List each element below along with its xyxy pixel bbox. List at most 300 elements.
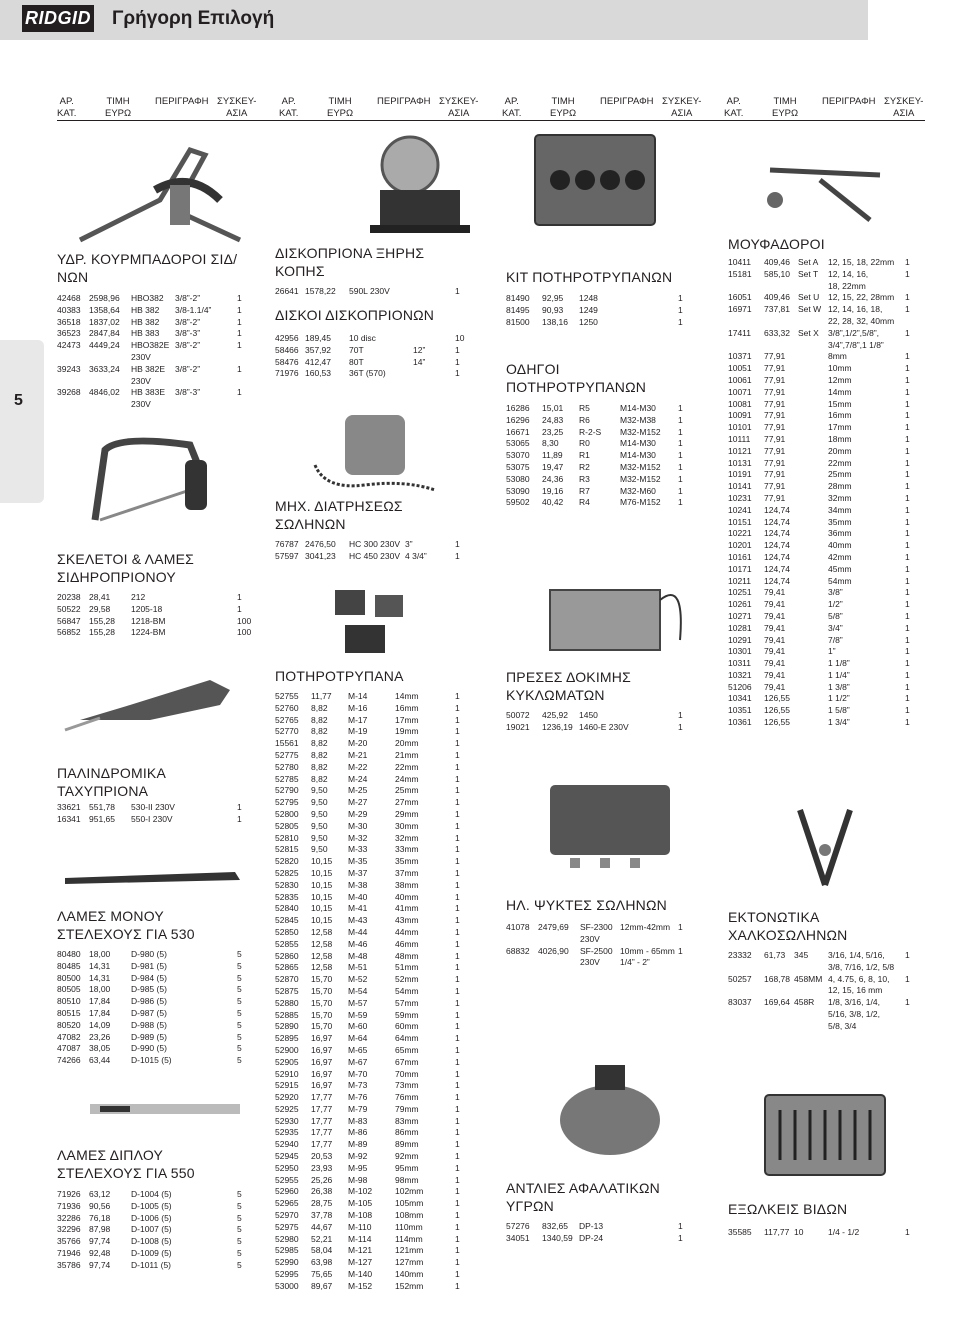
section-title-hacksaws: ΣΚΕΛΕΤΟΙ & ΛΑΜΕΣ ΣΙΔΗΡΟΠΡΙΟΝΟΥ xyxy=(57,551,194,585)
description: D-990 (5) xyxy=(131,1043,167,1054)
size: 41mm xyxy=(395,903,419,914)
price: 8,82 xyxy=(311,761,328,772)
description: M-51 xyxy=(348,962,368,973)
section-title-drain-cleaners: ΜΗΧ. ΔΙΑΤΡΗΣΕΩΣ ΣΩΛΗΝΩΝ xyxy=(275,498,403,532)
description: HB 382 xyxy=(131,316,160,327)
price: 9,50 xyxy=(311,785,328,796)
quantity: 1 xyxy=(455,808,460,819)
catalog-number: 10141 xyxy=(728,481,752,492)
price: 77,91 xyxy=(764,398,786,409)
column-header-col4: ΣΥΣΚΕΥ- ΑΣΙΑ xyxy=(217,96,257,119)
catalog-number: 10231 xyxy=(728,492,752,503)
price: 126,55 xyxy=(764,717,790,728)
quantity: 1 xyxy=(905,669,910,680)
column-header-col3: ΠΕΡΙΓΡΑΦΗ xyxy=(155,96,209,107)
chapter-tab xyxy=(0,340,44,503)
quantity: 1 xyxy=(678,1232,683,1243)
size: 18mm xyxy=(828,433,852,444)
price: 4026,90 xyxy=(538,945,569,956)
catalog-number: 36518 xyxy=(57,316,81,327)
price: 16,97 xyxy=(311,1068,333,1079)
catalog-number: 10051 xyxy=(728,363,752,374)
catalog-number: 35585 xyxy=(728,1227,752,1237)
size: M32-M152 xyxy=(620,426,661,437)
size: 3/8”-2” xyxy=(175,316,201,327)
quantity: 1 xyxy=(905,1227,910,1237)
size: 3/8”-2” xyxy=(175,340,201,351)
price: 18,00 xyxy=(89,949,111,959)
price: 1358,64 xyxy=(89,304,120,315)
catalog-number: 10191 xyxy=(728,469,752,480)
table-row xyxy=(57,604,247,616)
price: 11,77 xyxy=(311,691,332,701)
section-title-pilot-drills: ΟΔΗΓΟΙ ΠΟΤΗΡΟΤΡΥΠΑΝΩΝ xyxy=(506,361,647,395)
size: 12, 14, 16, xyxy=(828,268,869,279)
table-row xyxy=(57,615,252,628)
size: 3/4”,7/8”,1 1/8” xyxy=(828,339,884,350)
quantity: 5 xyxy=(237,996,242,1007)
price: 124,74 xyxy=(764,516,790,527)
catalog-number: 41078 xyxy=(506,922,530,932)
catalog-number: 52760 xyxy=(275,702,299,713)
price: 10,15 xyxy=(311,856,333,867)
size: 3/16, 1/4, 5/16, xyxy=(828,950,885,960)
quantity: 1 xyxy=(455,726,460,737)
table-row xyxy=(57,802,247,814)
quantity: 1 xyxy=(455,1162,460,1173)
price: 9,50 xyxy=(311,808,328,819)
price: 169,64 xyxy=(764,997,790,1008)
price: 3041,23 xyxy=(305,550,336,561)
quantity: 1 xyxy=(455,1174,460,1185)
catalog-number: 10311 xyxy=(728,658,752,669)
description: M-43 xyxy=(348,915,368,926)
size: 10mm xyxy=(828,363,852,374)
table-row xyxy=(506,462,686,474)
table-row xyxy=(728,693,913,705)
description: M-35 xyxy=(348,856,368,867)
description: M-70 xyxy=(348,1068,368,1079)
quantity: 1 xyxy=(905,658,910,669)
column-header-col1: ΑΡ. ΚΑΤ. xyxy=(279,96,299,119)
price: 79,41 xyxy=(764,622,786,633)
quantity: 1 xyxy=(237,387,242,398)
table-row xyxy=(57,1224,247,1236)
table-row xyxy=(728,375,913,387)
column-header-col3: ΠΕΡΙΓΡΑΦΗ xyxy=(822,96,876,107)
catalog-number: 52820 xyxy=(275,856,299,867)
price: 17,77 xyxy=(311,1139,333,1150)
pipe-freezer-image xyxy=(530,770,690,870)
catalog-number: 58466 xyxy=(275,344,299,355)
table-row xyxy=(275,1210,465,1222)
table-row xyxy=(275,1010,465,1022)
price: 63,12 xyxy=(89,1189,111,1199)
quantity: 1 xyxy=(905,433,910,444)
price: 79,41 xyxy=(764,669,786,680)
price: 10,15 xyxy=(311,879,333,890)
quantity: 1 xyxy=(455,539,460,549)
catalog-number: 52835 xyxy=(275,891,299,902)
price: 77,91 xyxy=(764,445,786,456)
table-row xyxy=(275,762,465,774)
table-row xyxy=(275,703,465,715)
quantity: 1 xyxy=(678,922,683,932)
table-row xyxy=(728,997,913,1009)
quantity: 1 xyxy=(905,551,910,562)
price: 17,77 xyxy=(311,1115,333,1126)
catalog-number: 10291 xyxy=(728,634,752,645)
quantity: 1 xyxy=(905,717,910,728)
price: 585,10 xyxy=(764,268,790,279)
description: M-33 xyxy=(348,844,368,855)
description: R6 xyxy=(579,414,590,425)
size: 51mm xyxy=(395,962,419,973)
price: 409,46 xyxy=(764,257,790,267)
table-row xyxy=(57,1189,247,1201)
description: 1249 xyxy=(579,304,598,315)
price: 37,78 xyxy=(311,1210,333,1221)
quantity: 1 xyxy=(905,575,910,586)
table-row xyxy=(275,880,465,892)
catalog-number: 52895 xyxy=(275,1033,299,1044)
section-table-blades-550 xyxy=(57,1189,247,1272)
price: 14,31 xyxy=(89,972,111,983)
quantity: 1 xyxy=(905,587,910,598)
description: M-46 xyxy=(348,938,368,949)
section-table-extractors xyxy=(728,1227,913,1239)
quantity: 1 xyxy=(455,974,460,985)
description: SF-2500 xyxy=(580,945,613,956)
description: M-83 xyxy=(348,1115,368,1126)
price: 15,70 xyxy=(311,1021,333,1032)
size: 4, 4.75, 6, 8, 10, xyxy=(828,973,890,984)
size: 43mm xyxy=(395,915,419,926)
table-row xyxy=(728,1021,913,1033)
catalog-number: 52940 xyxy=(275,1139,299,1150)
size: 3/8”-3” xyxy=(175,387,201,398)
description: M-140 xyxy=(348,1269,373,1280)
table-row xyxy=(275,726,465,738)
catalog-number: 52845 xyxy=(275,915,299,926)
quantity: 1 xyxy=(678,316,683,327)
catalog-number: 16671 xyxy=(506,426,530,437)
quantity: 1 xyxy=(455,797,460,808)
table-row xyxy=(275,551,465,563)
description: R2 xyxy=(579,461,590,472)
catalog-number: 52865 xyxy=(275,962,299,973)
catalog-number: 42956 xyxy=(275,333,299,343)
table-row xyxy=(57,1248,247,1260)
size: 14mm xyxy=(395,691,419,701)
table-row xyxy=(275,856,465,868)
size: 76mm xyxy=(395,1092,419,1103)
table-row xyxy=(728,540,913,552)
size: 46mm xyxy=(395,938,419,949)
size: 3/8”,1/2”,5/8”, xyxy=(828,327,880,338)
size: 98mm xyxy=(395,1174,419,1185)
table-row xyxy=(275,903,465,915)
quantity: 1 xyxy=(455,1210,460,1221)
price: 29,58 xyxy=(89,603,111,614)
ridgid-logo: RIDGID xyxy=(22,5,94,32)
size: 16mm xyxy=(395,702,419,713)
table-row xyxy=(506,415,686,427)
price: 737,81 xyxy=(764,304,790,315)
description: D-981 (5) xyxy=(131,960,167,971)
catalog-number: 52830 xyxy=(275,879,299,890)
catalog-number: 52890 xyxy=(275,1021,299,1032)
table-row xyxy=(728,434,913,446)
size: 110mm xyxy=(395,1221,423,1232)
size: 67mm xyxy=(395,1056,419,1067)
price: 2598,96 xyxy=(89,293,120,303)
price: 2847,84 xyxy=(89,328,120,339)
price: 12,58 xyxy=(311,962,333,973)
catalog-number: 71946 xyxy=(57,1247,81,1258)
catalog-number: 52960 xyxy=(275,1186,299,1197)
table-row xyxy=(728,422,913,434)
table-row xyxy=(275,1080,465,1092)
quantity: 1 xyxy=(237,340,242,351)
size: 22, 28, 32, 40mm xyxy=(828,315,895,326)
quantity: 1 xyxy=(455,867,460,878)
table-row xyxy=(57,1236,247,1248)
quantity: 1 xyxy=(905,398,910,409)
price: 63,98 xyxy=(311,1257,333,1268)
size: M14-M30 xyxy=(620,438,656,449)
quantity: 1 xyxy=(455,856,460,867)
catalog-number: 10091 xyxy=(728,410,752,421)
size: 12” xyxy=(413,344,426,355)
table-row xyxy=(57,340,247,352)
description: HB 383E xyxy=(131,387,166,398)
catalog-number: 56847 xyxy=(57,615,81,626)
quantity: 1 xyxy=(905,599,910,610)
catalog-number: 52975 xyxy=(275,1221,299,1232)
catalog-number: 74266 xyxy=(57,1055,81,1066)
description: M-24 xyxy=(348,773,368,784)
quantity: 1 xyxy=(678,721,683,732)
size: M14-M30 xyxy=(620,403,656,413)
section-table-hacksaws xyxy=(57,592,252,639)
price: 126,55 xyxy=(764,705,790,716)
catalog-number: 51206 xyxy=(728,681,752,692)
price: 17,84 xyxy=(89,996,111,1007)
size: 22mm xyxy=(828,457,852,468)
catalog-number: 10251 xyxy=(728,587,752,598)
quantity: 1 xyxy=(455,926,460,937)
price: 44,67 xyxy=(311,1221,333,1232)
table-row xyxy=(728,292,913,304)
price: 58,04 xyxy=(311,1245,333,1256)
section-table-pipe-benders xyxy=(57,293,247,411)
description: R1 xyxy=(579,450,590,461)
quantity: 1 xyxy=(455,1033,460,1044)
table-row xyxy=(57,627,252,639)
header-spacer xyxy=(868,0,960,40)
catalog-number: 10151 xyxy=(728,516,752,527)
description: 530-II 230V xyxy=(131,802,175,812)
table-row xyxy=(275,1057,465,1069)
quantity: 1 xyxy=(905,681,910,692)
quantity: 1 xyxy=(678,403,683,413)
catalog-number: 10121 xyxy=(728,445,752,456)
price: 357,92 xyxy=(305,344,331,355)
description: D-989 (5) xyxy=(131,1031,167,1042)
catalog-number: 57597 xyxy=(275,550,299,561)
price: 117,77 xyxy=(764,1227,790,1237)
size: 86mm xyxy=(395,1127,419,1138)
section-table-descaling-pumps xyxy=(506,1221,686,1245)
price: 10,15 xyxy=(311,867,333,878)
price: 17,77 xyxy=(311,1127,333,1138)
section-title-expanders: ΕΚΤΟΝΩΤΙΚΑ ΧΑΛΚΟΣΩΛΗΝΩΝ xyxy=(728,909,848,943)
quantity: 1 xyxy=(237,603,242,614)
size: 3/8”-2” xyxy=(175,363,201,374)
table-row xyxy=(506,305,686,317)
size: 5/8” xyxy=(828,610,843,621)
catalog-number: 52855 xyxy=(275,938,299,949)
quantity: 5 xyxy=(237,1247,242,1258)
quantity: 1 xyxy=(455,738,460,749)
price: 15,70 xyxy=(311,997,333,1008)
size: 60mm xyxy=(395,1021,419,1032)
table-row xyxy=(275,1222,465,1234)
description: DP-24 xyxy=(579,1232,604,1243)
price: 160,53 xyxy=(305,368,331,379)
quantity: 1 xyxy=(905,622,910,633)
price: 425,92 xyxy=(542,710,568,720)
size: 70mm xyxy=(395,1068,419,1079)
size: 32mm xyxy=(395,832,419,843)
catalog-number: 50072 xyxy=(506,710,530,720)
description: HC 450 230V xyxy=(349,550,401,561)
quantity: 1 xyxy=(905,646,910,657)
table-row xyxy=(57,592,247,604)
size: 3/8, 7/16, 1/2, 5/8 xyxy=(828,961,895,972)
quantity: 1 xyxy=(455,1056,460,1067)
table-row xyxy=(506,474,686,486)
description: M-127 xyxy=(348,1257,373,1268)
description: 458R xyxy=(794,997,815,1008)
price: 155,28 xyxy=(89,627,115,638)
catalog-number: 52795 xyxy=(275,797,299,808)
table-row xyxy=(275,892,465,904)
price: 79,41 xyxy=(764,646,786,657)
description: M-22 xyxy=(348,761,368,772)
description: M-19 xyxy=(348,726,368,737)
price: 1340,59 xyxy=(542,1232,573,1243)
catalog-number: 16286 xyxy=(506,403,530,413)
blade-image-550 xyxy=(90,1100,240,1120)
catalog-number: 53070 xyxy=(506,450,530,461)
catalog-number: 10211 xyxy=(728,575,752,586)
price: 40,42 xyxy=(542,497,564,508)
table-row xyxy=(275,539,465,551)
table-row xyxy=(728,281,913,293)
table-row xyxy=(728,363,913,375)
table-row xyxy=(57,305,247,317)
catalog-number: 52840 xyxy=(275,903,299,914)
quantity: 1 xyxy=(905,610,910,621)
size: 89mm xyxy=(395,1139,419,1150)
table-row xyxy=(57,1043,247,1055)
quantity: 1 xyxy=(905,973,910,984)
quantity: 100 xyxy=(237,627,252,638)
table-row xyxy=(57,1201,247,1213)
quantity: 1 xyxy=(455,761,460,772)
description: HB 382E xyxy=(131,363,166,374)
table-row xyxy=(57,399,247,411)
section-title-cutoff-discs: ΔΙΣΚΟΙ ΔΙΣΚΟΠΡΙΟΝΩΝ xyxy=(275,307,435,323)
size: 73mm xyxy=(395,1080,419,1091)
quantity: 1 xyxy=(678,414,683,425)
catalog-number: 52920 xyxy=(275,1092,299,1103)
catalog-number: 58476 xyxy=(275,356,299,367)
size: 121mm xyxy=(395,1245,424,1256)
price: 38,05 xyxy=(89,1043,111,1054)
cutoff-saw-image xyxy=(360,130,480,240)
section-table-flaring-tools xyxy=(728,257,913,729)
description: M-105 xyxy=(348,1198,373,1209)
price: 77,91 xyxy=(764,363,786,374)
catalog-number: 52915 xyxy=(275,1080,299,1091)
table-row xyxy=(275,345,465,357)
quantity: 1 xyxy=(905,705,910,716)
catalog-number: 10241 xyxy=(728,504,752,515)
quantity: 1 xyxy=(455,1068,460,1079)
table-row xyxy=(275,333,465,345)
size: 40mm xyxy=(395,891,419,902)
table-row xyxy=(728,351,913,363)
price: 77,91 xyxy=(764,410,786,421)
column-header-col3: ΠΕΡΙΓΡΑΦΗ xyxy=(600,96,654,107)
table-row xyxy=(275,1151,465,1163)
table-row xyxy=(728,682,913,694)
table-row xyxy=(728,269,913,281)
price: 79,41 xyxy=(764,634,786,645)
table-row xyxy=(728,576,913,588)
table-row xyxy=(275,821,465,833)
reciprocating-saw-image xyxy=(60,660,240,740)
size: 3/8-1.1/4” xyxy=(175,304,212,315)
size: 54mm xyxy=(395,985,419,996)
size: 12, 14, 16, 18, xyxy=(828,304,883,315)
quantity: 1 xyxy=(678,438,683,449)
price: 26,38 xyxy=(311,1186,333,1197)
table-row xyxy=(275,1234,465,1246)
table-row xyxy=(275,844,465,856)
size: 33mm xyxy=(395,844,419,855)
price: 79,41 xyxy=(764,681,786,692)
column-header-col4: ΣΥΣΚΕΥ- ΑΣΙΑ xyxy=(439,96,479,119)
table-row xyxy=(275,998,465,1010)
table-row xyxy=(506,317,686,329)
quantity: 1 xyxy=(455,1021,460,1032)
price: 90,56 xyxy=(89,1200,111,1211)
table-row xyxy=(57,996,247,1008)
quantity: 1 xyxy=(905,327,910,338)
table-row xyxy=(728,493,913,505)
quantity: 100 xyxy=(237,615,252,626)
size: 3/8” xyxy=(828,587,843,598)
quantity: 1 xyxy=(905,469,910,480)
catalog-number: 10271 xyxy=(728,610,752,621)
table-row xyxy=(275,1069,465,1081)
catalog-number: 40383 xyxy=(57,304,81,315)
description: M-21 xyxy=(348,749,368,760)
